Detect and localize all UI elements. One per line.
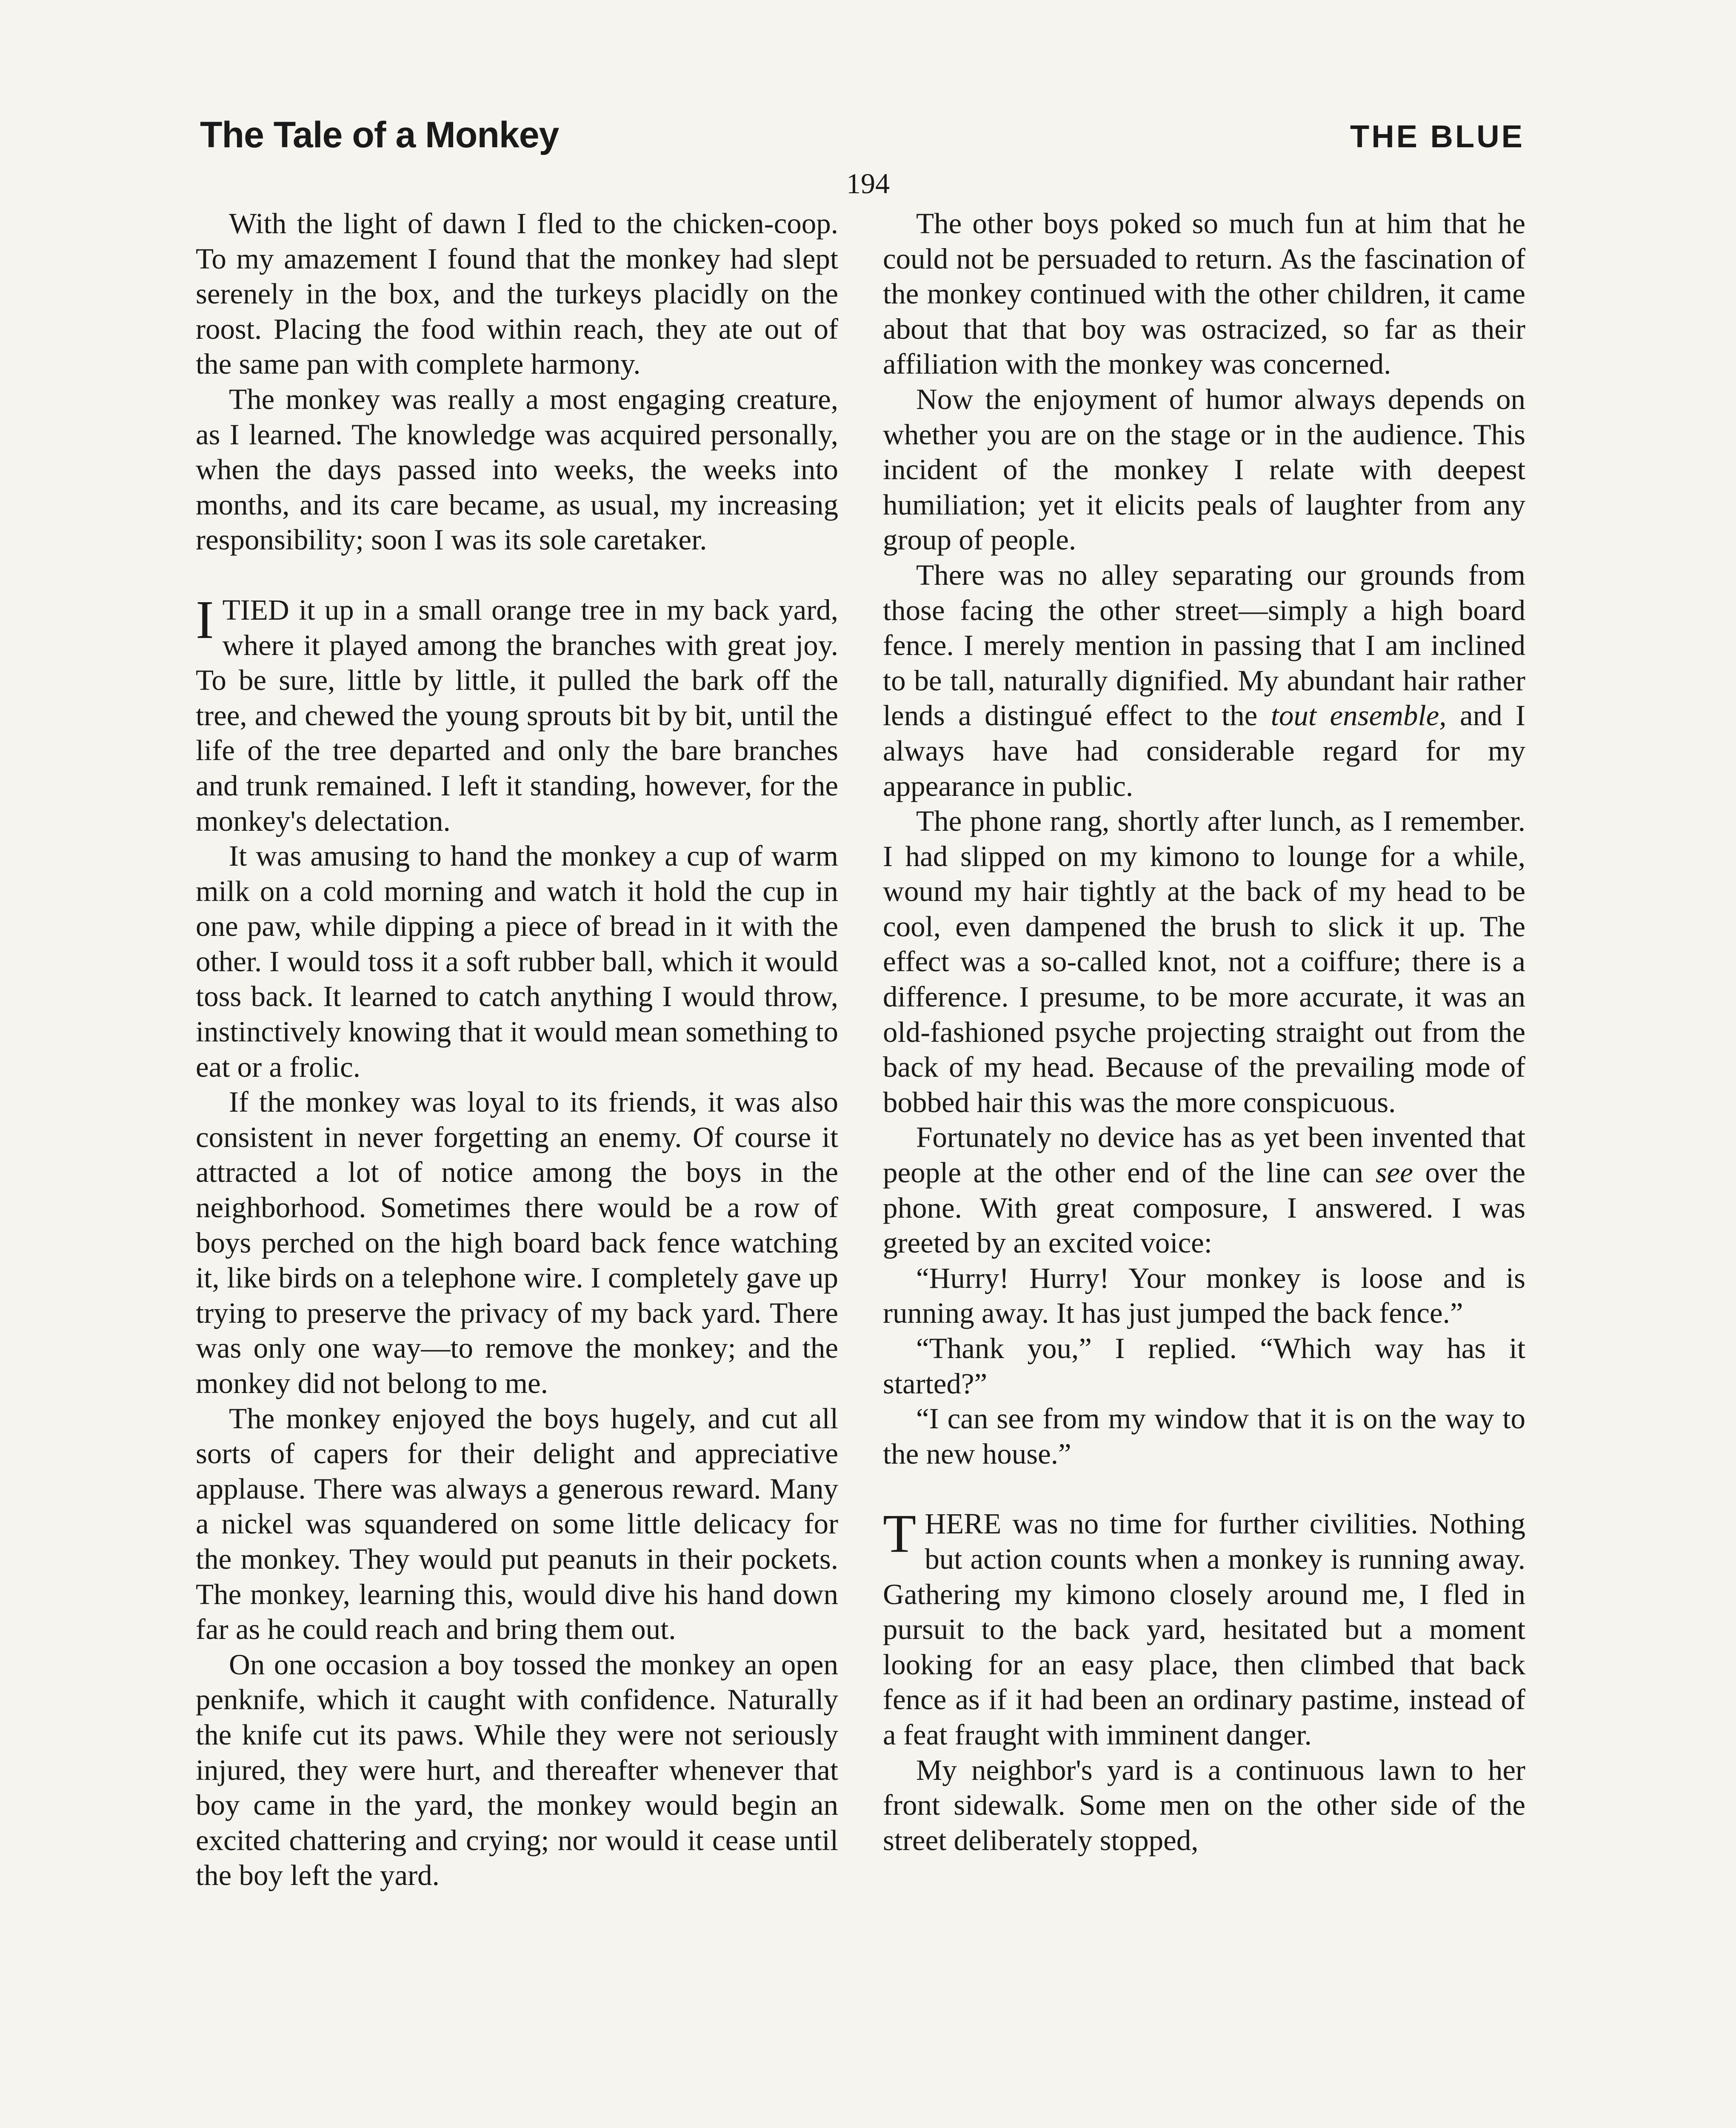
- paragraph: The other boys poked so much fun at him that he could not be persuaded to return. As the fascination of the monkey continued with the other children, it came about that that boy was ostracized, so far as their affiliation with the monkey was concerned.: [883, 207, 1525, 380]
- magazine-name: THE BLUE: [1350, 119, 1525, 154]
- paragraph: On one occasion a boy tossed the monkey an open penknife, which it caught with confidence. Naturally the knife cut its paws. While they were not seriously injured, they were hurt, and thereafter whenever that boy came in the yard, the monkey would begin an excited chattering and crying; nor would it cease until the boy left the yard.: [196, 1648, 838, 1892]
- page-number: 194: [846, 167, 890, 200]
- paragraph: With the light of dawn I fled to the chicken-coop. To my amazement I found that the monkey had slept serenely in the box, and the turkeys placidly on the roost. Placing the food within reach, they ate out of the same pan with complete harmony.: [196, 207, 838, 380]
- paragraph: [883, 1120, 1525, 1260]
- right-column: [883, 206, 1525, 1858]
- section-paragraph: [196, 589, 838, 838]
- paragraph-text: Fortunately no device has as yet been invented that people at the other end of the line can: [883, 1121, 1525, 1189]
- paragraph-text: over the phone. With great composure, I answered. I was greeted by an excited voice:: [883, 1156, 1526, 1259]
- italic-text: see: [1375, 1156, 1413, 1189]
- paragraph: The phone rang, shortly after lunch, as I remember. I had slipped on my kimono to lounge for a while, wound my hair tightly at the back of my head to be cool, even dampened the brush to slick it up. The effect was a so-called knot, not a coiffure; there is a difference. I presume, to be more accurate, it was an old-fashioned psyche projecting straight out from the back of my head. Because of the prevailing mode of bobbed hair this was the more conspicuous.: [883, 805, 1525, 1118]
- paragraph: The monkey enjoyed the boys hugely, and cut all sorts of capers for their delight and appreciative applause. There was always a generous reward. Many a nickel was squandered on some little delicacy for the monkey. They would put peanuts in their pockets. The monkey, learning this, would dive his hand down far as he could reach and bring them out.: [196, 1402, 838, 1646]
- paragraph-text: There was no alley separating our grounds from those facing the other street—simply a high board fence. I merely mention in passing that I am inclined to be tall, naturally dignified. My abundant hair rather lends a distingué effect to the: [883, 558, 1525, 732]
- paragraph-text: TIED it up in a small orange tree in my back yard, where it played among the branches with great joy. To be sure, little by little, it pulled the bark off the tree, and chewed the young sprouts bit by bit, until the life of the tree departed and only the bare branches and trunk remained. I left it standing, however, for the monkey's delectation.: [196, 593, 838, 837]
- dialogue-paragraph: “Thank you,” I replied. “Which way has it started?”: [883, 1332, 1525, 1400]
- dialogue-paragraph: “Hurry! Hurry! Your monkey is loose and is running away. It has just jumped the back fence.”: [883, 1261, 1525, 1330]
- section-paragraph: [883, 1503, 1525, 1752]
- paragraph: It was amusing to hand the monkey a cup of warm milk on a cold morning and watch it hold the cup in one paw, while dipping a piece of bread in it with the other. I would toss it a soft rubber ball, which it would toss back. It learned to catch anything I would throw, instinctively knowing that it would mean something to eat or a frolic.: [196, 840, 838, 1083]
- italic-text: tout ensemble,: [1271, 699, 1447, 732]
- paragraph: Now the enjoyment of humor always depends on whether you are on the stage or in the audience. This incident of the monkey I relate with deepest humiliation; yet it elicits peals of laughter from any group of people.: [883, 383, 1525, 556]
- left-column: [196, 206, 838, 1893]
- paragraph: The monkey was really a most engaging creature, as I learned. The knowledge was acquired personally, when the days passed into weeks, the weeks into months, and its care became, as usual, my increasing responsibility; soon I was its sole caretaker.: [196, 383, 838, 556]
- paragraph: My neighbor's yard is a continuous lawn to her front sidewalk. Some men on the other side of the street deliberately stopped,: [883, 1753, 1525, 1856]
- drop-cap: I: [196, 589, 214, 650]
- paragraph: If the monkey was loyal to its friends, it was also consistent in never forgetting an enemy. Of course it attracted a lot of notice among the boys in the neighborhood. Sometimes there would be a row of boys perched on the high board back fence watching it, like birds on a telephone wire. I completely gave up trying to preserve the privacy of my back yard. There was only one way—to remove the monkey; and the monkey did not belong to me.: [196, 1086, 838, 1399]
- dialogue-paragraph: “I can see from my window that it is on the way to the new house.”: [883, 1402, 1525, 1470]
- paragraph-text: HERE was no time for further civilities. Nothing but action counts when a monkey is running away. Gathering my kimono closely around me, I fled in pursuit to the back yard, hesitated but a moment looking for an easy place, then climbed that back fence as if it had been an ordinary pastime, instead of a feat fraught with imminent danger.: [883, 1507, 1525, 1751]
- paragraph-text: and I always have had considerable regard for my appearance in public.: [883, 699, 1525, 802]
- paragraph: [883, 558, 1525, 804]
- drop-cap: T: [883, 1503, 917, 1564]
- story-title: The Tale of a Monkey: [200, 114, 559, 155]
